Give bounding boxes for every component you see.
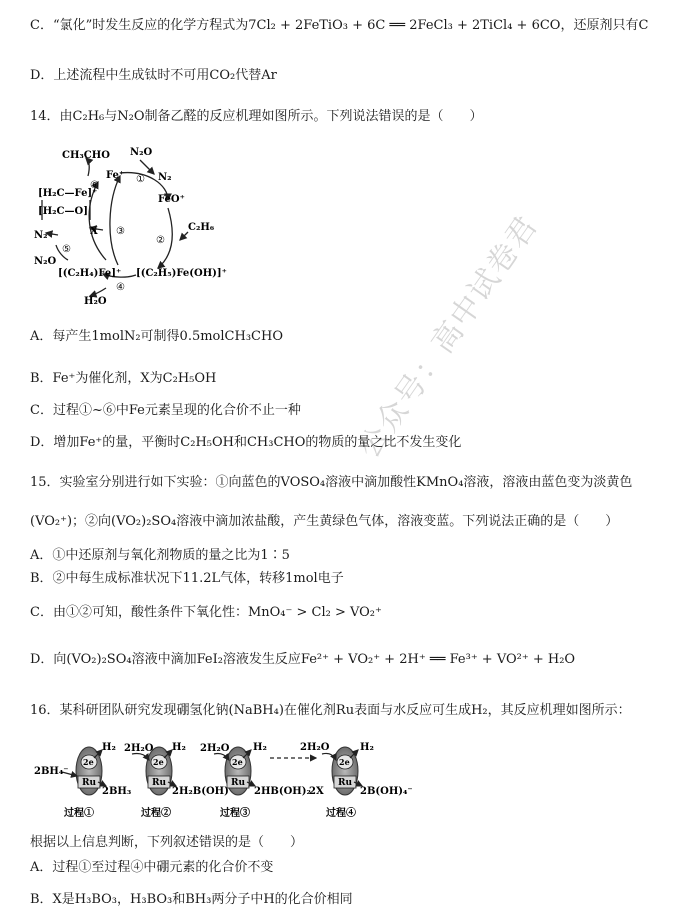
q16-label-2x: 2X (309, 786, 324, 797)
svg-text:2e: 2e (339, 757, 350, 767)
q14-mechanism-diagram (28, 140, 228, 310)
svg-text:Ru: Ru (338, 778, 353, 788)
q14-step-4: ④ (116, 282, 125, 293)
q16-label-bh4: 2BH₄⁻ (34, 766, 69, 777)
q16-label-h2-3: H₂ (253, 742, 267, 753)
q16-label-h2-2: H₂ (172, 742, 186, 753)
svg-text:Ru: Ru (231, 778, 246, 788)
q14-step-2: ② (156, 235, 165, 246)
q16-label-h2boh: 2H₂B(OH) (172, 786, 229, 797)
q14-label-complex-bottom: [H₂C—O] (38, 206, 88, 217)
q13-option-c: C．“氯化”时发生反应的化学方程式为7Cl₂ + 2FeTiO₃ + 6C ══ 2FeCl₃ + 2TiCl₄ + 6CO，还原剂只有C (30, 18, 649, 33)
q16-label-h2o-3: 2H₂O (300, 742, 330, 753)
q15-option-b: B．②中每生成标准状况下11.2L气体，转移1mol电子 (30, 571, 344, 586)
q14-label-n2o-top: N₂O (130, 147, 153, 158)
q16-label-boh4: 2B(OH)₄⁻ (360, 786, 413, 797)
q14-label-c2h5feoh: [(C₂H₅)Fe(OH)]⁺ (136, 268, 227, 279)
q16-step-2: 过程② (141, 808, 171, 819)
q16-option-b: B．X是H₃BO₃，H₃BO₃和BH₃两分子中H的化合价相同 (30, 892, 353, 907)
q15-option-d: D．向(VO₂)₂SO₄溶液中滴加FeI₂溶液发生反应Fe²⁺ + VO₂⁺ + 2H⁺ ══ Fe³⁺ + VO²⁺ + H₂O (30, 652, 576, 667)
q14-label-h2o: H₂O (84, 296, 107, 307)
svg-text:Ru: Ru (82, 778, 97, 788)
q14-option-c: C．过程①~⑥中Fe元素呈现的化合价不止一种 (30, 403, 301, 418)
watermark: 公众号：高中试卷君 (351, 208, 546, 465)
q13-option-d: D．上述流程中生成钛时不可用CO₂代替Ar (30, 68, 277, 83)
q14-label-n2-left: N₂ (34, 230, 48, 241)
q14-option-b: B．Fe⁺为催化剂，X为C₂H₅OH (30, 371, 217, 386)
q14-label-feo-plus: FeO⁺ (158, 194, 185, 205)
q15-option-c: C．由①②可知，酸性条件下氧化性：MnO₄⁻ > Cl₂ > VO₂⁺ (30, 605, 382, 620)
q14-label-complex-top: [H₂C—Fe]⁺ (38, 188, 98, 199)
q16-label-2bh3: 2BH₃ (102, 786, 132, 797)
svg-text:2e: 2e (232, 757, 243, 767)
q14-stem: 14．由C₂H₆与N₂O制备乙醛的反应机理如图所示。下列说法错误的是（ ） (30, 109, 483, 124)
q16-mechanism-diagram (34, 738, 413, 826)
q14-label-x: X (90, 226, 98, 237)
q16-label-h2o-1: 2H₂O (124, 743, 154, 754)
q14-step-1: ① (136, 174, 145, 185)
q16-label-h2o-2: 2H₂O (200, 743, 230, 754)
q14-step-5: ⑤ (62, 244, 71, 255)
q15-stem-line1: 15．实验室分别进行如下实验：①向蓝色的VOSO₄溶液中滴加酸性KMnO₄溶液，溶液由蓝色变为淡黄色 (30, 475, 633, 490)
q15-option-a: A．①中还原剂与氧化剂物质的量之比为1∶5 (30, 548, 290, 563)
q15-stem-line2: (VO₂⁺)；②向(VO₂)₂SO₄溶液中滴加浓盐酸，产生黄绿色气体，溶液变蓝。下列说法正确的是（ ） (30, 514, 619, 529)
q14-option-d: D．增加Fe⁺的量，平衡时C₂H₅OH和CH₃CHO的物质的量之比不发生变化 (30, 435, 462, 450)
q14-label-n2: N₂ (158, 172, 172, 183)
q14-label-c2h6: C₂H₆ (188, 222, 215, 233)
q14-step-6: ⑥ (90, 180, 99, 191)
svg-text:2e: 2e (83, 757, 94, 767)
q14-label-ch3cho: CH₃CHO (62, 150, 110, 161)
q14-label-fe-plus: Fe⁺ (106, 170, 125, 181)
q16-stem: 16．某科研团队研究发现硼氢化钠(NaBH₄)在催化剂Ru表面与水反应可生成H₂，其反应机理如图所示： (30, 703, 631, 718)
q14-label-n2o-left: N₂O (34, 256, 57, 267)
q16-step-4: 过程④ (326, 808, 356, 819)
q16-question: 根据以上信息判断，下列叙述错误的是（ ） (30, 835, 304, 850)
q16-label-h2-4: H₂ (360, 742, 374, 753)
q16-step-1: 过程① (64, 808, 94, 819)
q14-label-c2h4fe: [(C₂H₄)Fe]⁺ (58, 268, 122, 279)
q16-label-hboh2: 2HB(OH)₂ (254, 786, 311, 797)
svg-text:Ru: Ru (152, 778, 167, 788)
q14-option-a: A．每产生1molN₂可制得0.5molCH₃CHO (30, 329, 283, 344)
q16-label-h2-1: H₂ (102, 742, 116, 753)
svg-text:2e: 2e (153, 757, 164, 767)
q14-step-3: ③ (116, 226, 125, 237)
q16-option-a: A．过程①至过程④中硼元素的化合价不变 (30, 860, 274, 875)
q16-step-3: 过程③ (220, 808, 250, 819)
